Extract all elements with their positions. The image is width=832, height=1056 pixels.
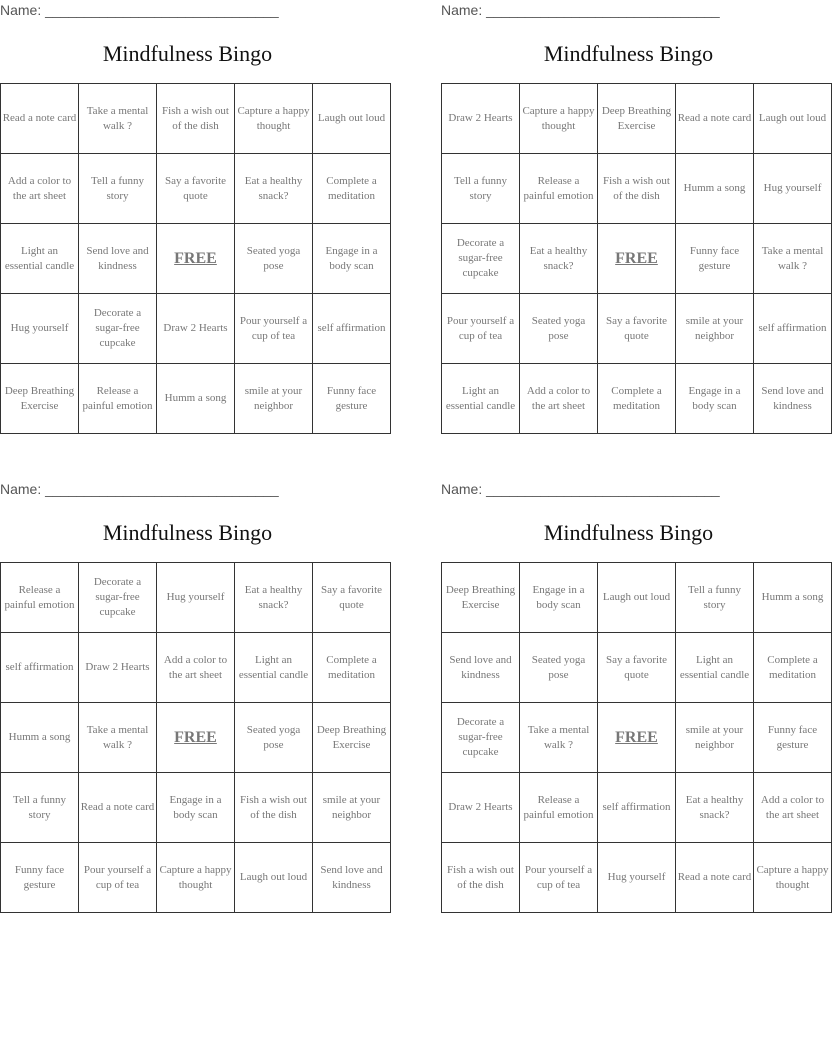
bingo-grid (0, 562, 391, 913)
bingo-cell: Decorate a sugar-free cupcake (442, 703, 520, 773)
bingo-row (1, 703, 391, 773)
bingo-cell: Send love and kindness (313, 843, 391, 913)
bingo-cell: Take a mental walk ? (79, 84, 157, 154)
name-field-label: Name: ______________________________ (441, 481, 720, 497)
bingo-card (441, 479, 829, 913)
bingo-cell: Funny face gesture (754, 703, 832, 773)
bingo-row (1, 773, 391, 843)
bingo-row (442, 154, 832, 224)
bingo-cell: self affirmation (313, 294, 391, 364)
bingo-cell: Release a painful emotion (79, 364, 157, 434)
bingo-cell: Eat a healthy snack? (235, 154, 313, 224)
bingo-cell: Add a color to the art sheet (754, 773, 832, 843)
bingo-cell: Laugh out loud (754, 84, 832, 154)
bingo-cell: Release a painful emotion (520, 154, 598, 224)
bingo-cell: Add a color to the art sheet (520, 364, 598, 434)
bingo-cell: Funny face gesture (676, 224, 754, 294)
bingo-cell: Fish a wish out of the dish (598, 154, 676, 224)
free-space-cell: FREE (157, 703, 235, 773)
bingo-cell: Release a painful emotion (520, 773, 598, 843)
bingo-cell: Laugh out loud (313, 84, 391, 154)
bingo-cell: Send love and kindness (754, 364, 832, 434)
bingo-cell: Humm a song (676, 154, 754, 224)
bingo-row (442, 224, 832, 294)
bingo-cell: Eat a healthy snack? (520, 224, 598, 294)
bingo-cell: Say a favorite quote (598, 633, 676, 703)
bingo-cell: Light an essential candle (442, 364, 520, 434)
bingo-cell: Send love and kindness (442, 633, 520, 703)
name-field-label: Name: ______________________________ (441, 2, 720, 18)
bingo-row (1, 633, 391, 703)
bingo-row (442, 294, 832, 364)
bingo-cell: Deep Breathing Exercise (442, 563, 520, 633)
bingo-cell: Read a note card (676, 843, 754, 913)
bingo-cell: smile at your neighbor (313, 773, 391, 843)
bingo-cell: Draw 2 Hearts (157, 294, 235, 364)
name-field-label: Name: ______________________________ (0, 481, 279, 497)
bingo-row (442, 633, 832, 703)
bingo-cell: Tell a funny story (442, 154, 520, 224)
bingo-cell: Eat a healthy snack? (235, 563, 313, 633)
bingo-cell: Eat a healthy snack? (676, 773, 754, 843)
card-title: Mindfulness Bingo (102, 520, 273, 545)
bingo-cell: Pour yourself a cup of tea (520, 843, 598, 913)
free-space-cell: FREE (598, 703, 676, 773)
card-title: Mindfulness Bingo (543, 41, 714, 66)
bingo-cell: Take a mental walk ? (79, 703, 157, 773)
bingo-row (442, 84, 832, 154)
bingo-cell: Say a favorite quote (598, 294, 676, 364)
bingo-row (1, 294, 391, 364)
bingo-grid (0, 83, 391, 434)
bingo-cell: Decorate a sugar-free cupcake (79, 294, 157, 364)
bingo-cell: Seated yoga pose (520, 633, 598, 703)
bingo-cell: Draw 2 Hearts (79, 633, 157, 703)
bingo-cell: Decorate a sugar-free cupcake (442, 224, 520, 294)
bingo-cell: Engage in a body scan (676, 364, 754, 434)
bingo-cell: Hug yourself (598, 843, 676, 913)
bingo-cell: Take a mental walk ? (754, 224, 832, 294)
bingo-cell: Pour yourself a cup of tea (442, 294, 520, 364)
bingo-cell: Engage in a body scan (157, 773, 235, 843)
bingo-cell: Deep Breathing Exercise (313, 703, 391, 773)
bingo-cell: Humm a song (754, 563, 832, 633)
bingo-cell: Draw 2 Hearts (442, 773, 520, 843)
bingo-cell: Light an essential candle (235, 633, 313, 703)
bingo-cell: Laugh out loud (598, 563, 676, 633)
bingo-cell: Funny face gesture (1, 843, 79, 913)
bingo-cell: Say a favorite quote (313, 563, 391, 633)
bingo-row (442, 773, 832, 843)
name-field-label: Name: ______________________________ (0, 2, 279, 18)
bingo-cell: Fish a wish out of the dish (157, 84, 235, 154)
bingo-cell: Hug yourself (1, 294, 79, 364)
bingo-cell: self affirmation (1, 633, 79, 703)
bingo-cell: Say a favorite quote (157, 154, 235, 224)
bingo-row (1, 224, 391, 294)
bingo-cell: Take a mental walk ? (520, 703, 598, 773)
bingo-cell: Seated yoga pose (235, 224, 313, 294)
bingo-cell: self affirmation (754, 294, 832, 364)
bingo-cell: Humm a song (157, 364, 235, 434)
bingo-cell: Capture a happy thought (157, 843, 235, 913)
bingo-cell: Complete a meditation (313, 633, 391, 703)
bingo-row (442, 703, 832, 773)
bingo-cell: Engage in a body scan (313, 224, 391, 294)
bingo-cell: Funny face gesture (313, 364, 391, 434)
free-space-cell: FREE (157, 224, 235, 294)
bingo-grid (441, 83, 832, 434)
bingo-cell: Deep Breathing Exercise (598, 84, 676, 154)
bingo-cell: Complete a meditation (313, 154, 391, 224)
bingo-cell: smile at your neighbor (235, 364, 313, 434)
bingo-cell: Tell a funny story (79, 154, 157, 224)
bingo-cell: Complete a meditation (598, 364, 676, 434)
bingo-cell: Deep Breathing Exercise (1, 364, 79, 434)
bingo-card (0, 0, 386, 434)
free-space-cell: FREE (598, 224, 676, 294)
bingo-card (441, 0, 827, 434)
bingo-cell: Pour yourself a cup of tea (235, 294, 313, 364)
bingo-cell: Tell a funny story (1, 773, 79, 843)
bingo-cell: Add a color to the art sheet (1, 154, 79, 224)
bingo-cell: Capture a happy thought (235, 84, 313, 154)
bingo-cell: Draw 2 Hearts (442, 84, 520, 154)
bingo-cell: Engage in a body scan (520, 563, 598, 633)
bingo-row (1, 843, 391, 913)
bingo-cell: Read a note card (676, 84, 754, 154)
bingo-cell: smile at your neighbor (676, 703, 754, 773)
bingo-cell: Fish a wish out of the dish (235, 773, 313, 843)
bingo-grid (441, 562, 832, 913)
bingo-row (1, 84, 391, 154)
bingo-cell: Capture a happy thought (520, 84, 598, 154)
bingo-row (442, 843, 832, 913)
bingo-cell: Fish a wish out of the dish (442, 843, 520, 913)
bingo-cell: Release a painful emotion (1, 563, 79, 633)
bingo-cell: Light an essential candle (676, 633, 754, 703)
bingo-cell: Light an essential candle (1, 224, 79, 294)
bingo-cell: Laugh out loud (235, 843, 313, 913)
bingo-cell: Humm a song (1, 703, 79, 773)
bingo-cell: Read a note card (79, 773, 157, 843)
bingo-cell: Add a color to the art sheet (157, 633, 235, 703)
bingo-row (442, 563, 832, 633)
bingo-row (1, 563, 391, 633)
bingo-cell: Hug yourself (157, 563, 235, 633)
bingo-cell: Capture a happy thought (754, 843, 832, 913)
bingo-card (0, 479, 387, 913)
bingo-row (1, 364, 391, 434)
bingo-cell: self affirmation (598, 773, 676, 843)
bingo-cell: Complete a meditation (754, 633, 832, 703)
bingo-cell: Seated yoga pose (235, 703, 313, 773)
bingo-row (1, 154, 391, 224)
bingo-cell: Read a note card (1, 84, 79, 154)
card-title: Mindfulness Bingo (543, 520, 714, 545)
card-title: Mindfulness Bingo (102, 41, 273, 66)
bingo-cell: Send love and kindness (79, 224, 157, 294)
bingo-cell: Seated yoga pose (520, 294, 598, 364)
bingo-cell: Hug yourself (754, 154, 832, 224)
bingo-cell: Decorate a sugar-free cupcake (79, 563, 157, 633)
bingo-cell: Pour yourself a cup of tea (79, 843, 157, 913)
bingo-row (442, 364, 832, 434)
bingo-cell: Tell a funny story (676, 563, 754, 633)
bingo-cell: smile at your neighbor (676, 294, 754, 364)
